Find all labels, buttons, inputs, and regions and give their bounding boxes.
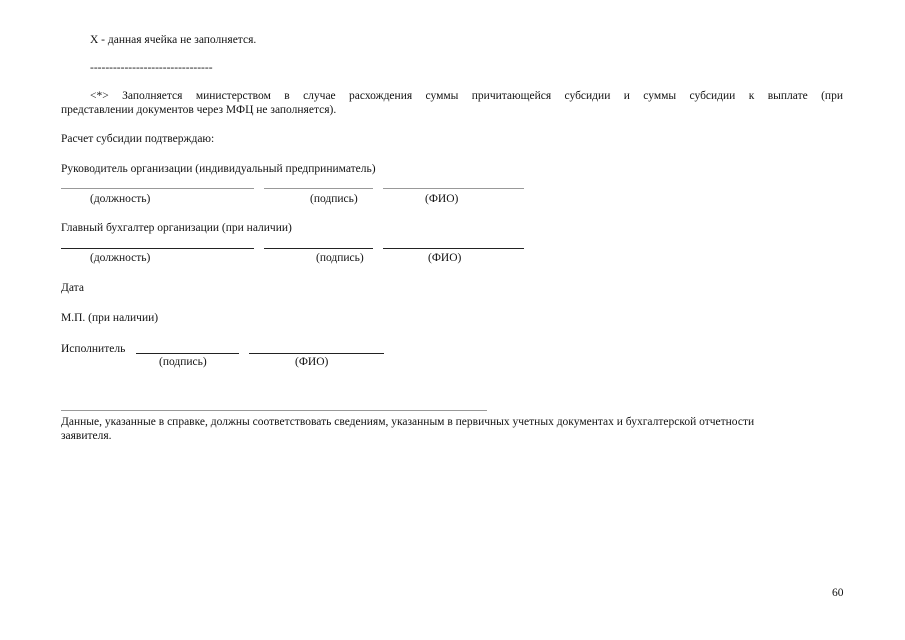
executor-signature-line xyxy=(136,353,239,354)
stamp-label: М.П. (при наличии) xyxy=(61,312,159,324)
accountant-position-line xyxy=(61,248,254,249)
head-signature-line xyxy=(264,188,373,189)
footnote-line-1: <*> Заполняется министерством в случае расхождения суммы причитающейся субсидии и суммы субсидии к выплате (при xyxy=(90,90,843,102)
accountant-signature-label: (подпись) xyxy=(316,252,364,264)
note-x: X - данная ячейка не заполняется. xyxy=(90,34,257,46)
bottom-note-line-1: Данные, указанные в справке, должны соответствовать сведениям, указанным в первичных учетных документах и бухгалтерской отчетности xyxy=(61,416,755,428)
head-position-label: (должность) xyxy=(90,193,151,205)
accountant-title: Главный бухгалтер организации (при наличии) xyxy=(61,222,292,234)
confirm-text: Расчет субсидии подтверждаю: xyxy=(61,133,215,145)
head-name-line xyxy=(383,188,524,189)
page-number: 60 xyxy=(832,587,844,599)
footnote-line-2: представлении документов через МФЦ не заполняется). xyxy=(61,104,337,116)
executor-name-line xyxy=(249,353,384,354)
executor-label: Исполнитель xyxy=(61,343,126,355)
head-title: Руководитель организации (индивидуальный предприниматель) xyxy=(61,163,376,175)
accountant-position-label: (должность) xyxy=(90,252,151,264)
accountant-name-line xyxy=(383,248,524,249)
accountant-signature-line xyxy=(264,248,373,249)
head-position-line xyxy=(61,188,254,189)
executor-signature-label: (подпись) xyxy=(159,356,207,368)
bottom-note-divider xyxy=(61,410,487,411)
head-signature-label: (подпись) xyxy=(310,193,358,205)
bottom-note-line-2: заявителя. xyxy=(61,430,112,442)
separator: -------------------------------- xyxy=(90,62,213,74)
date-label: Дата xyxy=(61,282,84,294)
executor-name-label: (ФИО) xyxy=(295,356,329,368)
accountant-name-label: (ФИО) xyxy=(428,252,462,264)
head-name-label: (ФИО) xyxy=(425,193,459,205)
